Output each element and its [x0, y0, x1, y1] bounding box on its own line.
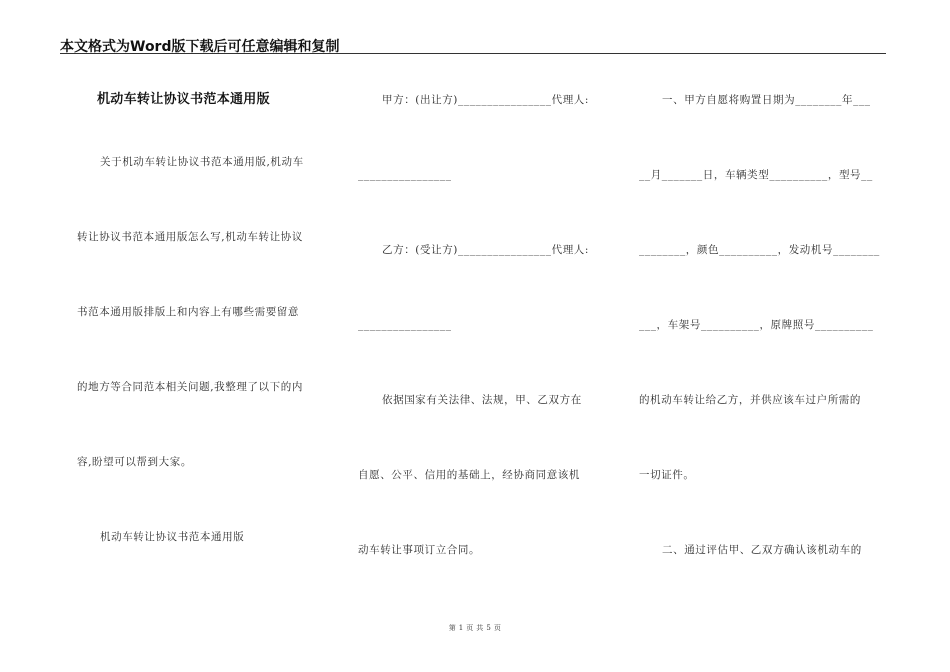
document-title: 机动车转让协议书范本通用版 — [97, 92, 270, 107]
left-line-6: 机动车转让协议书范本通用版 — [100, 531, 245, 543]
right-line-3: ________，颜色__________，发动机号________ — [639, 244, 880, 256]
middle-line-1: 甲方：(出让方)________________代理人: — [382, 94, 590, 106]
left-line-2: 转让协议书范本通用版怎么写,机动车转让协议 — [77, 231, 303, 243]
middle-line-6: 自愿、公平、信用的基础上，经协商同意该机 — [358, 469, 580, 481]
middle-line-7: 动车转让事项订立合同。 — [358, 544, 481, 556]
page-footer: 第 1 页 共 5 页 — [448, 624, 502, 632]
left-line-3: 书范本通用版排版上和内容上有哪些需要留意 — [77, 306, 299, 318]
middle-line-5: 依据国家有关法律、法规，甲、乙双方在 — [382, 394, 582, 406]
left-line-5: 容,盼望可以帮到大家。 — [77, 456, 192, 468]
right-line-4: ___，车架号__________，原牌照号__________ — [639, 319, 874, 331]
middle-line-2: ________________ — [358, 169, 452, 181]
middle-line-3: 乙方：(受让方)________________代理人: — [382, 244, 590, 256]
middle-line-4: ________________ — [358, 319, 452, 331]
right-line-1: 一、甲方自愿将购置日期为________年___ — [662, 94, 871, 106]
right-line-6: 一切证件。 — [639, 469, 695, 481]
left-line-1: 关于机动车转让协议书范本通用版,机动车 — [100, 156, 304, 168]
right-line-2: __月_______日，车辆类型__________，型号__ — [639, 169, 873, 181]
left-line-4: 的地方等合同范本相关问题,我整理了以下的内 — [77, 381, 303, 393]
right-line-5: 的机动车转让给乙方，并供应该车过户所需的 — [639, 394, 861, 406]
document-header: 本文格式为Word版下载后可任意编辑和复制 — [60, 39, 340, 55]
header-rule — [60, 53, 886, 54]
right-line-7: 二、通过评估甲、乙双方确认该机动车的 — [662, 544, 862, 556]
